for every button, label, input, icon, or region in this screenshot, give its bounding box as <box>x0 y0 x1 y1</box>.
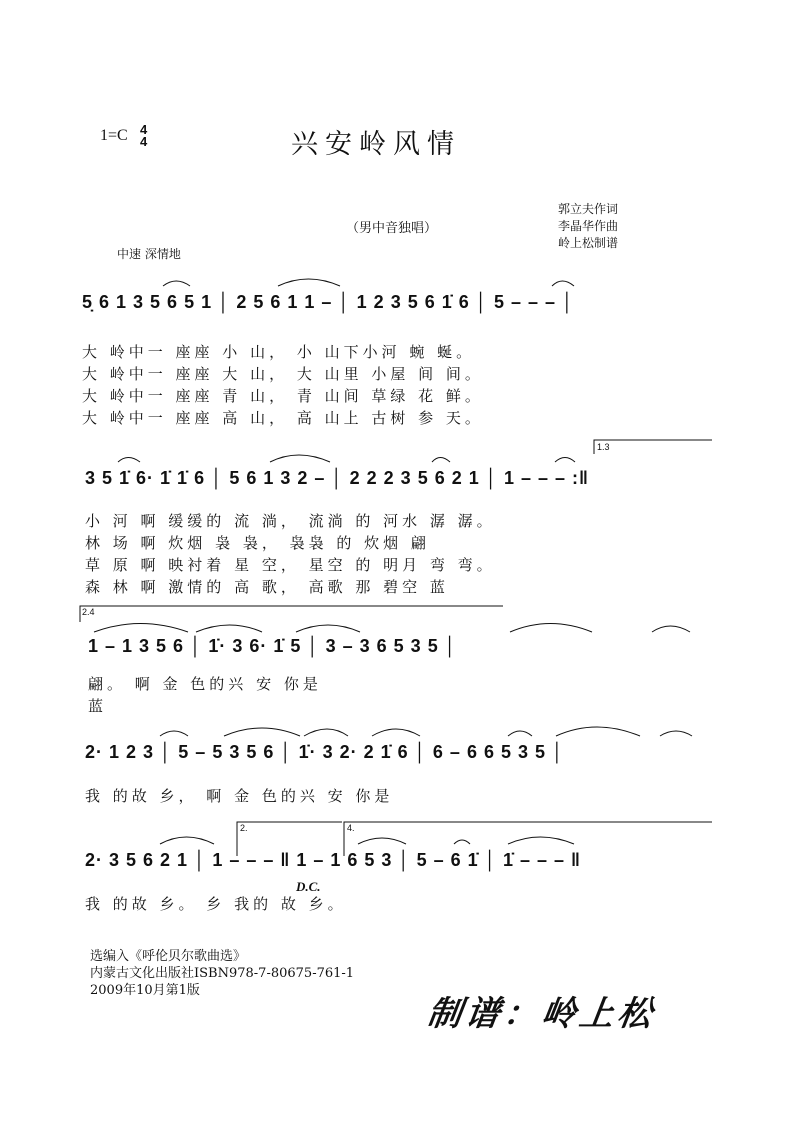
slur <box>304 729 348 736</box>
volta-2: 2. <box>240 823 248 833</box>
lyricist: 郭立夫作词 <box>558 202 619 216</box>
slur <box>454 840 470 844</box>
slur <box>432 458 450 463</box>
performer-note: （男中音独唱） <box>346 221 438 236</box>
notation-row-1: 5̣ 6 1 3 5 6 5 1 │ 2 5 6 1 1 – │ 1 2 3 5 6 1̇ 6 │ 5 – – – │ <box>82 292 575 312</box>
slur <box>358 838 406 844</box>
lyric-line-2-2: 林 场 啊 炊烟 袅 袅， 袅袅 的 炊烟 翩 <box>85 534 430 552</box>
transcriber-signature: 制谱：岭上松 <box>424 994 659 1034</box>
slur <box>508 837 574 844</box>
lyric-line-1-1: 大 岭中一 座座 小 山， 小 山下小河 蜿 蜒。 <box>82 343 476 361</box>
time-signature-bottom: 4 <box>140 134 148 149</box>
slur <box>552 281 574 286</box>
slur <box>652 626 690 632</box>
slur <box>196 625 262 632</box>
lyric-line-2-1: 小 河 啊 缓缓的 流 淌， 流淌 的 河水 潺 潺。 <box>85 512 496 530</box>
slur <box>510 624 592 633</box>
volta-bracket-1-3 <box>594 440 712 454</box>
slur <box>160 731 188 736</box>
slur <box>118 458 140 463</box>
volta-2-4: 2.4 <box>82 607 95 617</box>
slur <box>160 837 214 844</box>
volta-bracket-4 <box>344 822 712 856</box>
notation-row-4: 2· 1 2 3 │ 5 – 5 3 5 6 │ 1̇· 3 2· 2 1̇ 6 │ 6 – 6 6 5 3 5 │ <box>85 742 565 762</box>
notation-row-2: 3 5 1̇ 6· 1̇ 1̇ 6 │ 5 6 1 3 2 – │ 2 2 2 3 5 6 2 1 │ 1 – – – :‖ <box>85 468 589 488</box>
notation-row-3: 1 – 1 3 5 6 │ 1̇· 3 6· 1̇ 5 │ 3 – 3 6 5 3 5 │ <box>88 636 457 656</box>
slur <box>660 731 692 736</box>
volta-bracket-2 <box>237 822 342 856</box>
lyric-line-1-3: 大 岭中一 座座 青 山， 青 山间 草绿 花 鲜。 <box>82 387 484 405</box>
key-signature: 1=C <box>100 127 128 144</box>
lyric-line-5-1: 我 的故 乡。 乡 我的 故 乡。 <box>85 895 347 913</box>
slur <box>270 455 330 462</box>
lyric-line-3-1: 翩。 啊 金 色的兴 安 你是 <box>88 675 322 693</box>
slur <box>94 624 188 633</box>
volta-bracket-2-4 <box>80 606 503 622</box>
slur <box>372 729 420 736</box>
lyric-line-2-4: 森 林 啊 激情的 高 歌， 高歌 那 碧空 蓝 <box>85 578 449 596</box>
lyric-line-3-2: 蓝 <box>88 697 108 715</box>
publication-line-3: 2009年10月第1版 <box>90 983 200 998</box>
dc-marking: D.C. <box>296 879 321 894</box>
transcriber: 岭上松制谱 <box>558 236 619 250</box>
lyric-line-4-1: 我 的故 乡， 啊 金 色的兴 安 你是 <box>85 787 394 805</box>
volta-1-3: 1.3 <box>597 442 610 452</box>
song-title: 兴安岭风情 <box>291 129 461 160</box>
time-signature-top: 4 <box>140 122 148 137</box>
publication-line-2: 内蒙古文化出版社ISBN978-7-80675-761-1 <box>90 966 355 981</box>
lyric-line-1-2: 大 岭中一 座座 大 山， 大 山里 小屋 间 间。 <box>82 365 484 383</box>
publication-line-1: 选编入《呼伦贝尔歌曲选》 <box>90 949 247 964</box>
publication-info <box>90 948 354 999</box>
slur <box>555 458 575 463</box>
notation-row-5: 2· 3 5 6 2 1 │ 1 – – – ‖ 1 – 1 6 5 3 │ 5 – 6 1̇ │ 1̇ – – – ‖ <box>85 850 581 870</box>
slur <box>278 279 340 286</box>
slur <box>556 727 640 736</box>
composer: 李晶华作曲 <box>558 219 619 233</box>
tempo-marking: 中速 深情地 <box>117 247 181 261</box>
lyric-line-1-4: 大 岭中一 座座 高 山， 高 山上 古树 参 天。 <box>82 409 484 427</box>
volta-4: 4. <box>347 823 355 833</box>
slur <box>508 731 532 736</box>
slur <box>163 281 190 286</box>
lyric-line-2-3: 草 原 啊 映衬着 星 空， 星空 的 明月 弯 弯。 <box>85 556 496 574</box>
slur <box>296 625 360 632</box>
slur <box>224 728 300 736</box>
